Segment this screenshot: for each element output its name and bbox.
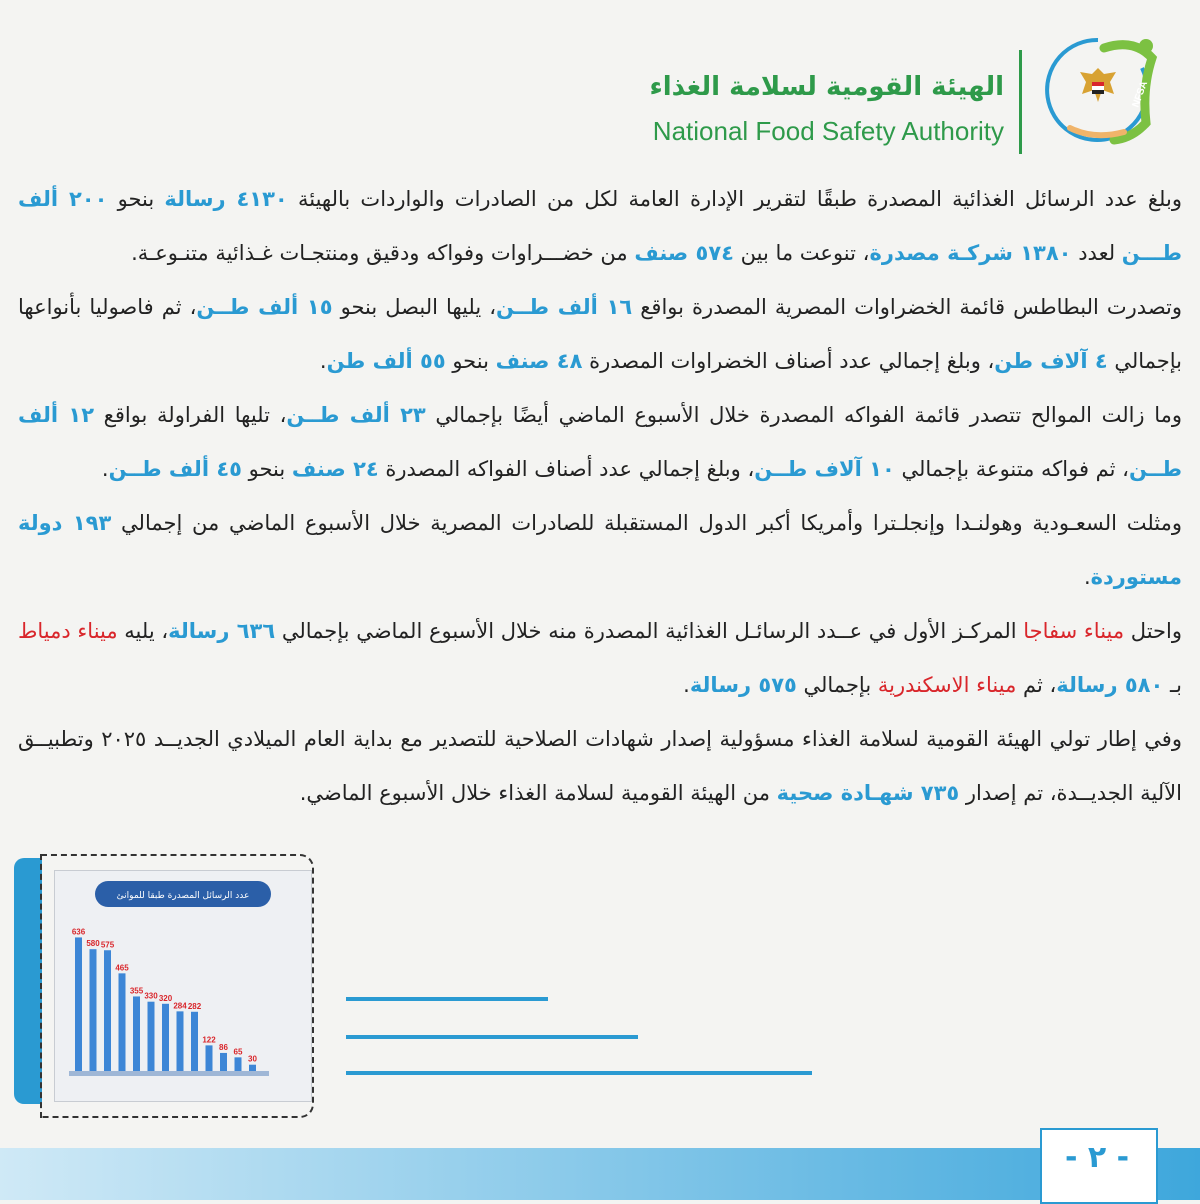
body-text: وفي إطار تولي الهيئة القومية لسلامة الغذاء مسؤولية إصدار شهادات الصلاحية للتصدير مع بداية العام الميلادي الجديــد ٢٠٢٥ وتطبيــق الآلية الجديــدة، تم إصدار	[18, 727, 1182, 805]
highlight-text: ٤١٣٠ رسالة	[164, 187, 288, 211]
highlight-text: ميناء سفاجا	[1023, 619, 1125, 643]
body-text: ، ثم فواكه متنوعة بإجمالي	[894, 457, 1129, 481]
body-text: .	[101, 457, 109, 481]
body-text: بـ	[1163, 673, 1182, 697]
body-text: بنحو	[445, 349, 496, 373]
highlight-text: ميناء الاسكندرية	[877, 673, 1017, 697]
body-text: وما زالت الموالح تتصدر قائمة الفواكه المصدرة خلال الأسبوع الماضي أيضًا بإجمالي	[425, 403, 1182, 427]
chart-data-label: 320	[158, 993, 173, 1003]
highlight-text: ٤ آلاف طن	[994, 349, 1108, 373]
highlight-text: ١٦ ألف طــن	[496, 295, 633, 319]
paragraph	[18, 172, 1182, 280]
decorative-line-3	[346, 1071, 812, 1075]
body-text: المركـز الأول في عــدد الرسائـل الغذائية المصدرة منه خلال الأسبوع الماضي بإجمالي	[275, 619, 1024, 643]
body-text: ومثلت السعـودية وهولنـدا وإنجلـترا وأمريكا أكبر الدول المستقبلة للصادرات المصرية خلال الأسبوع الماضي من إجمالي	[111, 511, 1182, 535]
body-text: لعدد	[1071, 241, 1122, 265]
body-text: ، ثم	[1016, 673, 1057, 697]
body-text: ، تليها الفراولة بواقع	[94, 403, 287, 427]
decorative-line-1	[346, 997, 548, 1001]
paragraph	[18, 496, 1182, 604]
page-number: - ٢ -	[1064, 1140, 1130, 1175]
header-divider	[1019, 50, 1022, 154]
footer-bar	[0, 1148, 1200, 1200]
chart-data-label: 330	[144, 991, 158, 1001]
chart-bar	[249, 1065, 256, 1071]
org-name-english: National Food Safety Authority	[652, 116, 1004, 146]
chart-card	[14, 832, 324, 1126]
chart-bar	[119, 973, 126, 1071]
body-text: بنحو	[241, 457, 292, 481]
body-text: وبلغ عدد الرسائل الغذائية المصدرة طبقًا لتقرير الإدارة العامة لكل من الصادرات والواردات بالهيئة	[287, 187, 1182, 211]
highlight-text: ١٥ ألف طــن	[196, 295, 333, 319]
paragraph	[18, 388, 1182, 496]
chart-bar	[148, 1002, 155, 1071]
chart-bar	[162, 1004, 169, 1071]
chart-data-label: 355	[129, 986, 144, 996]
highlight-text: ٢٠٠ ألف طـــن	[18, 187, 1182, 265]
chart-data-label: 65	[233, 1047, 243, 1057]
chart-bar	[206, 1045, 213, 1071]
paragraph	[18, 712, 1182, 820]
highlight-text: ميناء دمياط	[17, 619, 118, 643]
bar-chart	[55, 871, 311, 1101]
chart-bar	[75, 937, 82, 1071]
highlight-text: ١٣٨٠ شركـة مصدرة	[869, 241, 1072, 265]
chart-bar	[104, 950, 111, 1071]
highlight-text: ١٢ ألف طــن	[18, 403, 1182, 481]
chart-data-label: 575	[100, 940, 115, 950]
chart-bar	[90, 949, 97, 1071]
decorative-line-2	[346, 1035, 638, 1039]
chart-bar	[177, 1011, 184, 1071]
highlight-text: ٤٥ ألف طــن	[108, 457, 242, 481]
chart-data-label: 636	[71, 927, 86, 937]
highlight-text: ٢٤ صنف	[291, 457, 379, 481]
body-text: بنحو	[107, 187, 165, 211]
paragraph	[18, 280, 1182, 388]
body-text: ، تنوعت ما بين	[733, 241, 870, 265]
highlight-text: ٥٥ ألف طن	[326, 349, 446, 373]
org-name-arabic: الهيئة القومية لسلامة الغذاء	[649, 72, 1004, 102]
chart-card-accent	[14, 858, 42, 1104]
body-text: واحتل	[1124, 619, 1182, 643]
highlight-text: ٥٧٤ صنف	[634, 241, 734, 265]
chart-data-label: 282	[187, 1001, 202, 1011]
chart-baseline	[69, 1071, 269, 1076]
body-text: من الهيئة القومية لسلامة الغذاء خلال الأسبوع الماضي.	[299, 781, 777, 805]
body-text: بإجمالي	[796, 673, 878, 697]
highlight-text: ٦٣٦ رسالة	[168, 619, 276, 643]
chart-bar	[133, 996, 140, 1071]
body-text: من خضـــراوات وفواكه ودقيق ومنتجـات غـذائية متنـوعـة.	[131, 241, 635, 265]
chart-data-label: 284	[173, 1001, 187, 1011]
paragraph	[18, 604, 1182, 712]
nfsa-logo	[1034, 28, 1162, 148]
chart-bar	[220, 1053, 227, 1071]
article-body	[18, 172, 1182, 820]
chart-bar	[235, 1057, 242, 1071]
highlight-text: ٢٣ ألف طــن	[286, 403, 426, 427]
body-text: ، يليها البصل بنحو	[332, 295, 497, 319]
body-text: ، يليه	[117, 619, 169, 643]
body-text: .	[1083, 565, 1091, 589]
highlight-text: ١٠ آلاف طــن	[754, 457, 895, 481]
highlight-text: ٧٣٥ شهـادة صحية	[776, 781, 960, 805]
body-text: ، وبلغ إجمالي عدد أصناف الفواكه المصدرة	[378, 457, 755, 481]
body-text: ، وبلغ إجمالي عدد أصناف الخضراوات المصدرة	[582, 349, 995, 373]
highlight-text: ٤٨ صنف	[495, 349, 583, 373]
highlight-text: ٥٨٠ رسالة	[1056, 673, 1164, 697]
body-text: .	[319, 349, 327, 373]
body-text: ، ثم فاصوليا بأنواعها بإجمالي	[18, 295, 1182, 373]
header	[602, 28, 1162, 148]
chart-data-label: 86	[219, 1042, 228, 1052]
body-text: .	[683, 673, 690, 697]
chart-data-label: 465	[115, 963, 129, 973]
chart-data-label: 30	[248, 1054, 257, 1064]
highlight-text: ٥٧٥ رسالة	[689, 673, 797, 697]
chart-data-label: 122	[202, 1035, 216, 1045]
chart-bar	[191, 1012, 198, 1071]
chart-title: عدد الرسائل المصدرة طبقا للموانئ	[116, 891, 250, 901]
chart-data-label: 580	[86, 939, 100, 949]
body-text: وتصدرت البطاطس قائمة الخضراوات المصرية المصدرة بواقع	[632, 295, 1183, 319]
chart-panel	[54, 870, 312, 1102]
highlight-text: ١٩٣ دولة مستوردة	[18, 511, 1182, 589]
logo-text: NFSA	[1130, 79, 1151, 110]
